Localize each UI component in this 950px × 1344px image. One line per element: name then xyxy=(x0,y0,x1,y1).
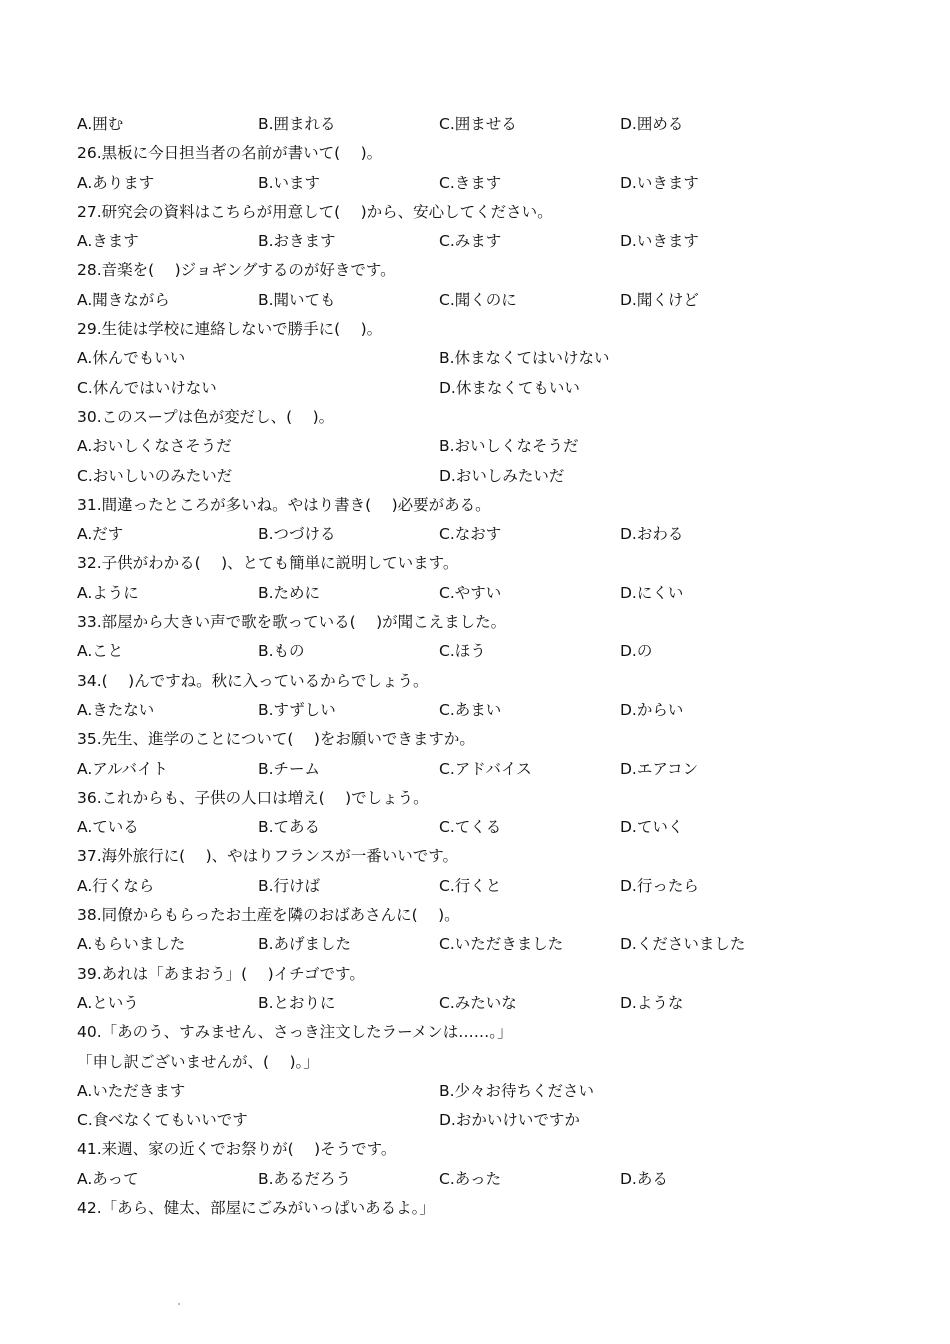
answer-option: D.囲める xyxy=(620,115,684,133)
answer-options xyxy=(77,872,877,901)
question-text: 30.このスープは色が変だし、( )。 xyxy=(77,407,335,426)
question-text: 39.あれは「あまおう」( )イチゴです。 xyxy=(77,964,365,983)
answer-options xyxy=(77,930,877,959)
answer-option: D.おわる xyxy=(620,525,684,544)
answer-option: B.おいしくなそうだ xyxy=(439,437,579,456)
answer-options xyxy=(77,637,877,666)
answer-option: B.聞いても xyxy=(258,290,336,309)
answer-options xyxy=(77,1106,877,1135)
answer-option: D.の xyxy=(620,642,653,661)
question-text: 26.黒板に今日担当者の名前が書いて( )。 xyxy=(77,144,383,163)
question-text: 36.これからも、子供の人口は増え( )でしょう。 xyxy=(77,788,429,807)
scan-speck xyxy=(178,1303,180,1305)
answer-option: B.あるだろう xyxy=(258,1169,352,1188)
answer-option: D.ていく xyxy=(620,818,684,837)
answer-option: C.なおす xyxy=(439,525,502,544)
answer-options xyxy=(77,374,877,403)
answer-option: C.囲ませる xyxy=(439,115,517,133)
answer-option: B.とおりに xyxy=(258,993,336,1012)
question-text: 35.先生、進学のことについて( )をお願いできますか。 xyxy=(77,730,475,749)
question-text: 41.来週、家の近くでお祭りが( )そうです。 xyxy=(77,1140,397,1159)
answer-option: A.行くなら xyxy=(77,876,155,895)
question-text: 42.「あら、健太、部屋にごみがいっぱいあるよ。」 xyxy=(77,1198,435,1217)
answer-options xyxy=(77,755,877,784)
answer-options xyxy=(77,813,877,842)
answer-option: B.あげました xyxy=(258,935,352,954)
question-text: 31.間違ったところが多いね。やはり書き( )必要がある。 xyxy=(77,495,491,514)
answer-option: C.ほう xyxy=(439,642,486,661)
answer-option: C.いただきました xyxy=(439,935,564,954)
question-text: 28.音楽を( )ジョギングするのが好きです。 xyxy=(77,261,396,280)
answer-option: D.ある xyxy=(620,1169,668,1188)
answer-option: D.にくい xyxy=(620,583,684,602)
answer-option: C.アドバイス xyxy=(439,759,532,778)
answer-options xyxy=(77,344,877,373)
answer-option: B.チーム xyxy=(258,759,321,778)
answer-option: C.休んではいけない xyxy=(77,378,217,397)
answer-option: B.います xyxy=(258,173,321,192)
question-text: 「申し訳ございませんが、( )。」 xyxy=(77,1052,319,1071)
answer-option: C.行くと xyxy=(439,876,502,895)
question-text: 40.「あのう、すみません、さっき注文したラーメンは……。」 xyxy=(77,1023,513,1042)
answer-option: A.アルバイト xyxy=(77,759,169,778)
answer-option: C.あった xyxy=(439,1169,502,1188)
question-text: 33.部屋から大きい声で歌を歌っている( )が聞こえました。 xyxy=(77,613,507,632)
answer-option: A.聞きながら xyxy=(77,290,170,309)
answer-option: A.おいしくなさそうだ xyxy=(77,437,232,456)
answer-options xyxy=(77,520,877,549)
answer-option: A.あって xyxy=(77,1169,139,1188)
answer-option: A.あります xyxy=(77,173,155,192)
answer-option: B.もの xyxy=(258,642,305,661)
answer-option: D.いきます xyxy=(620,232,699,251)
answer-options xyxy=(77,227,877,256)
exam-page xyxy=(77,110,877,1223)
answer-option: A.囲む xyxy=(77,115,124,133)
answer-option: C.食べなくてもいいです xyxy=(77,1111,248,1130)
answer-option: D.聞くけど xyxy=(620,290,699,309)
answer-option: C.あまい xyxy=(439,700,502,719)
answer-option: C.きます xyxy=(439,173,502,192)
answer-option: A.きます xyxy=(77,232,139,251)
answer-option: A.休んでもいい xyxy=(77,349,186,368)
answer-options xyxy=(77,432,877,461)
question-text: 32.子供がわかる( )、とても簡単に説明しています。 xyxy=(77,554,459,573)
answer-option: C.おいしいのみたいだ xyxy=(77,466,233,485)
question-text: 27.研究会の資料はこちらが用意して( )から、安心してください。 xyxy=(77,202,553,221)
answer-options xyxy=(77,169,877,198)
answer-option: B.おきます xyxy=(258,232,336,251)
question-text: 37.海外旅行に( )、やはりフランスが一番いいです。 xyxy=(77,847,458,866)
answer-options xyxy=(77,1165,877,1194)
answer-option: C.てくる xyxy=(439,818,502,837)
answer-option: A.だす xyxy=(77,525,124,544)
answer-option: D.からい xyxy=(620,700,684,719)
question-text: 29.生徒は学校に連絡しないで勝手に( )。 xyxy=(77,320,383,339)
answer-option: A.こと xyxy=(77,642,124,661)
answer-option: B.つづける xyxy=(258,525,336,544)
answer-option: D.エアコン xyxy=(620,759,699,778)
answer-option: A.いただきます xyxy=(77,1081,186,1100)
answer-options xyxy=(77,1077,877,1106)
answer-option: C.聞くのに xyxy=(439,290,517,309)
answer-option: A.ように xyxy=(77,583,139,602)
answer-option: D.おいしみたいだ xyxy=(439,466,565,485)
answer-option: A.きたない xyxy=(77,700,155,719)
question-text: 38.同僚からもらったお土産を隣のおばあさんに( )。 xyxy=(77,906,460,925)
answer-options xyxy=(77,286,877,315)
answer-option: D.いきます xyxy=(620,173,699,192)
answer-option: D.くださいました xyxy=(620,935,746,954)
answer-option: D.行ったら xyxy=(620,876,699,895)
answer-options xyxy=(77,989,877,1018)
answer-options xyxy=(77,579,877,608)
answer-option: D.ような xyxy=(620,993,684,1012)
answer-option: A.ている xyxy=(77,818,139,837)
answer-option: B.行けば xyxy=(258,876,321,895)
answer-options xyxy=(77,110,877,139)
answer-option: A.もらいました xyxy=(77,935,186,954)
answer-option: D.おかいけいですか xyxy=(439,1111,580,1130)
answer-option: A.という xyxy=(77,993,139,1012)
answer-option: C.やすい xyxy=(439,583,502,602)
answer-option: B.てある xyxy=(258,818,321,837)
answer-option: B.少々お待ちください xyxy=(439,1081,595,1100)
answer-options xyxy=(77,462,877,491)
answer-option: B.休まなくてはいけない xyxy=(439,349,610,368)
answer-options xyxy=(77,696,877,725)
answer-option: B.すずしい xyxy=(258,700,336,719)
answer-option: C.みたいな xyxy=(439,993,517,1012)
answer-option: C.みます xyxy=(439,232,502,251)
question-text: 34.( )んですね。秋に入っているからでしょう。 xyxy=(77,671,429,690)
answer-option: B.ために xyxy=(258,583,321,602)
answer-option: B.囲まれる xyxy=(258,115,336,133)
answer-option: D.休まなくてもいい xyxy=(439,378,580,397)
